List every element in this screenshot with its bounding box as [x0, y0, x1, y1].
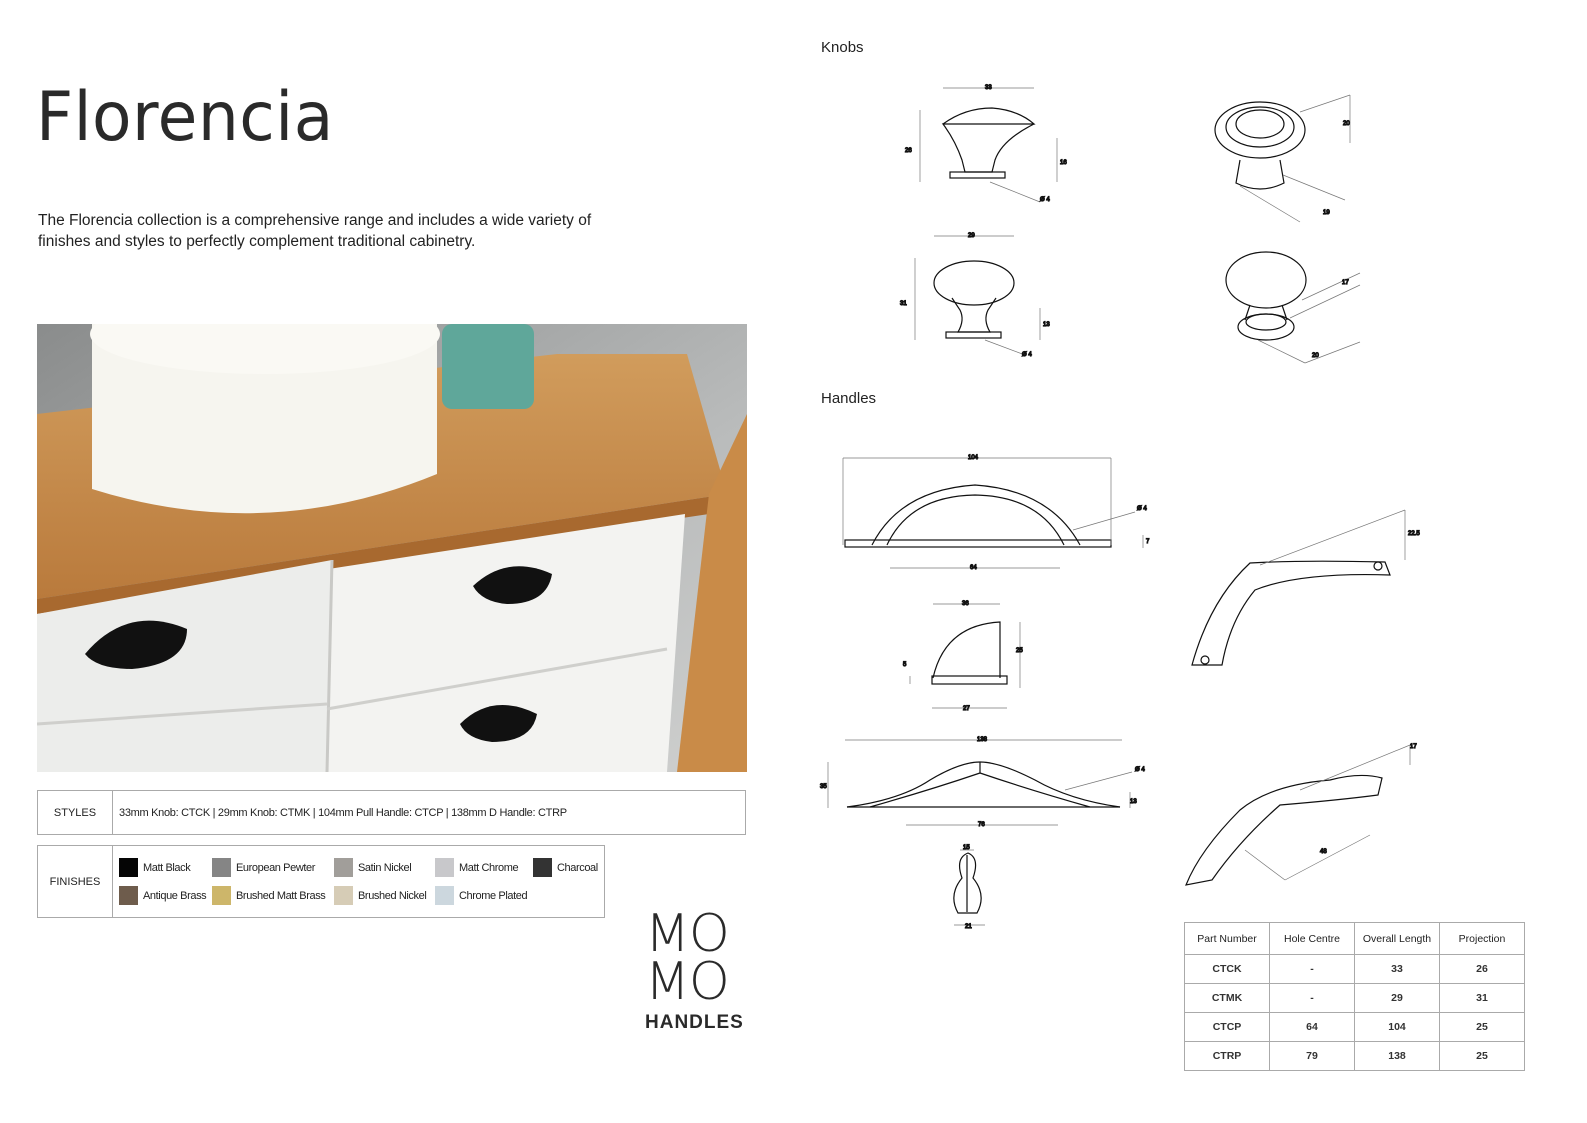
dim-label: 5: [903, 662, 907, 668]
finish-name: Satin Nickel: [358, 861, 412, 874]
knob-33-iso-drawing: [1215, 95, 1350, 222]
dim-label: 20: [1312, 353, 1319, 359]
finish-name: Matt Chrome: [459, 861, 519, 874]
dim-label: 31: [900, 301, 907, 307]
table-cell: CTMK: [1185, 984, 1270, 1013]
header-overall-length: Overall Length: [1355, 923, 1440, 955]
table-row: [1185, 1042, 1525, 1071]
dim-label: 138: [977, 737, 988, 743]
table-cell: CTCP: [1185, 1013, 1270, 1042]
table-cell: -: [1270, 955, 1355, 984]
styles-label: STYLES: [38, 791, 113, 834]
table-cell: -: [1270, 984, 1355, 1013]
styles-value: 33mm Knob: CTCK | 29mm Knob: CTMK | 104mm Pull Handle: CTCP | 138mm D Handle: CTRP: [119, 806, 567, 819]
finish-name: European Pewter: [236, 861, 315, 874]
dim-label: Ø 4: [1022, 352, 1032, 358]
handle-104-iso-drawing: [1192, 510, 1420, 665]
finish-name: Charcoal: [557, 861, 598, 874]
knob-29-front-drawing: [900, 233, 1050, 358]
table-cell: 64: [1270, 1013, 1355, 1042]
dim-label: 25: [1016, 648, 1023, 654]
dim-label: 22.5: [1408, 531, 1420, 537]
parts-table: [1184, 922, 1525, 1071]
page-title: Florencia: [36, 78, 334, 157]
logo-line-1: MO: [645, 904, 729, 964]
table-cell: 26: [1440, 955, 1525, 984]
dim-label: 104: [968, 455, 979, 461]
handle-138-end-drawing: [954, 845, 985, 930]
header-hole-centre: Hole Centre: [1270, 923, 1355, 955]
dim-label: 64: [970, 565, 977, 571]
dim-label: 7: [1146, 539, 1150, 545]
dim-label: Ø 4: [1135, 767, 1145, 773]
knob-29-iso-drawing: [1226, 252, 1360, 363]
table-cell: 104: [1355, 1013, 1440, 1042]
dim-label: Ø 4: [1137, 506, 1147, 512]
finish-name: Brushed Nickel: [358, 889, 427, 902]
table-cell: 31: [1440, 984, 1525, 1013]
dim-label: 35: [820, 784, 827, 790]
table-cell: CTRP: [1185, 1042, 1270, 1071]
logo-line-3: HANDLES: [645, 1012, 744, 1033]
logo-line-2: MO: [645, 952, 729, 1012]
knob-33-front-drawing: [905, 85, 1067, 203]
dim-label: 20: [1343, 121, 1350, 127]
handle-138-front-drawing: [820, 737, 1145, 828]
dim-label: 17: [1410, 744, 1417, 750]
dim-label: 13: [1130, 799, 1137, 805]
dim-label: 21: [965, 924, 972, 930]
table-cell: 29: [1355, 984, 1440, 1013]
knobs-heading: Knobs: [821, 39, 864, 56]
table-row: [1185, 1013, 1525, 1042]
dim-label: Ø 4: [1040, 197, 1050, 203]
handle-138-iso-drawing: [1186, 744, 1417, 885]
table-cell: 33: [1355, 955, 1440, 984]
finish-name: Matt Black: [143, 861, 191, 874]
finish-name: Antique Brass: [143, 889, 207, 902]
finish-name: Chrome Plated: [459, 889, 528, 902]
table-row: [1185, 984, 1525, 1013]
table-cell: 79: [1270, 1042, 1355, 1071]
finish-name: Brushed Matt Brass: [236, 889, 326, 902]
table-cell: 25: [1440, 1042, 1525, 1071]
dim-label: 33: [985, 85, 992, 91]
header-part-number: Part Number: [1185, 923, 1270, 955]
table-cell: 138: [1355, 1042, 1440, 1071]
collection-description: The Florencia collection is a comprehensive range and includes a wide variety of finishes and styles to perfectly complement traditional cabinetry.: [38, 212, 592, 250]
dim-label: 76: [978, 822, 985, 828]
dim-label: 48: [1320, 849, 1327, 855]
dim-label: 36: [962, 601, 969, 607]
dim-label: 19: [1323, 210, 1330, 216]
finishes-label: FINISHES: [38, 846, 113, 917]
dim-label: 13: [1043, 322, 1050, 328]
parts-table-header: [1185, 923, 1525, 955]
dim-label: 17: [1342, 280, 1349, 286]
table-row: [1185, 955, 1525, 984]
dim-label: 27: [963, 706, 970, 712]
handle-104-front-drawing: [843, 455, 1150, 571]
table-cell: CTCK: [1185, 955, 1270, 984]
handle-104-side-drawing: [903, 601, 1023, 712]
handles-heading: Handles: [821, 390, 877, 407]
dim-label: 29: [968, 233, 975, 239]
header-projection: Projection: [1440, 923, 1525, 955]
dim-label: 26: [905, 148, 912, 154]
table-cell: 25: [1440, 1013, 1525, 1042]
dim-label: 16: [1060, 160, 1067, 166]
dim-label: 15: [963, 845, 970, 851]
